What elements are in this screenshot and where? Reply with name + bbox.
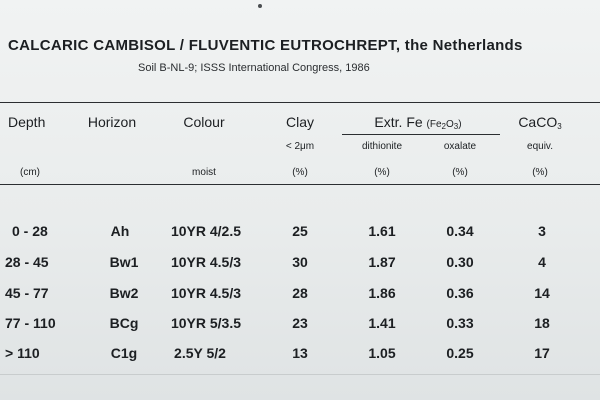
cell-horizon: BCg [109,315,139,331]
cell-oxalate: 0.36 [446,285,474,301]
cell-colour: 10YR 4/2.5 [170,223,242,239]
unit-clay: (%) [292,167,308,178]
cell-clay: 30 [292,254,308,270]
cell-depth: 0 - 28 [12,223,48,239]
header-colour: Colour [183,114,225,130]
cell-dithionite: 1.05 [368,345,396,361]
unit-colour: moist [192,167,216,178]
cell-depth: 77 - 110 [5,315,56,331]
extr-fe-label: Extr. Fe [374,114,423,130]
cell-colour: 2.5Y 5/2 [174,345,226,361]
header-depth: Depth [8,114,46,130]
subheader-clay: < 2μm [285,141,315,152]
cell-dithionite: 1.87 [368,254,396,270]
header-caco3: CaCO3 [518,114,562,131]
cell-dithionite: 1.86 [368,285,396,301]
dust-spot [258,4,262,8]
unit-oxalate: (%) [452,167,468,178]
cell-depth: 28 - 45 [5,254,49,270]
subheader-caco3: equiv. [527,141,553,152]
fe2o3-formula: $(Fe_2O_3)$ [426,119,462,131]
cell-clay: 23 [292,315,308,331]
header-horizon: Horizon [87,114,137,130]
page-subtitle: Soil B-NL-9; ISSS International Congress, 1986 [138,62,370,74]
cell-clay: 25 [292,223,308,239]
cell-caco3: 17 [534,345,550,361]
extr-fe-span-rule [342,134,500,135]
cell-colour: 10YR 4.5/3 [170,254,242,270]
table-bottom-edge [0,374,600,375]
cell-clay: 28 [292,285,308,301]
unit-caco3: (%) [532,167,548,178]
header-clay: Clay [285,114,315,130]
unit-depth: (cm) [20,167,40,178]
cell-oxalate: 0.30 [446,254,474,270]
cell-caco3: 4 [538,254,546,270]
cell-dithionite: 1.61 [368,223,396,239]
cell-depth: 45 - 77 [5,285,49,301]
page-title: CALCARIC CAMBISOL / FLUVENTIC EUTROCHREPT, the Netherlands [8,37,523,54]
cell-horizon: Ah [110,223,130,239]
cell-horizon: Bw1 [109,254,139,270]
cell-dithionite: 1.41 [368,315,396,331]
cell-caco3: 14 [534,285,550,301]
cell-colour: 10YR 5/3.5 [170,315,242,331]
header-extr-fe [374,114,461,130]
cell-clay: 13 [292,345,308,361]
cell-colour: 10YR 4.5/3 [170,285,242,301]
cell-depth: > 110 [5,345,40,361]
cell-oxalate: 0.34 [446,223,474,239]
cell-horizon: C1g [110,345,138,361]
cell-caco3: 18 [534,315,550,331]
cell-caco3: 3 [538,223,546,239]
subheader-dithionite: dithionite [361,141,403,152]
header-bottom-rule [0,184,600,185]
cell-oxalate: 0.25 [446,345,474,361]
cell-horizon: Bw2 [109,285,139,301]
unit-dithionite: (%) [374,167,390,178]
subheader-oxalate: oxalate [443,141,477,152]
table-top-rule [0,102,600,103]
cell-oxalate: 0.33 [446,315,474,331]
